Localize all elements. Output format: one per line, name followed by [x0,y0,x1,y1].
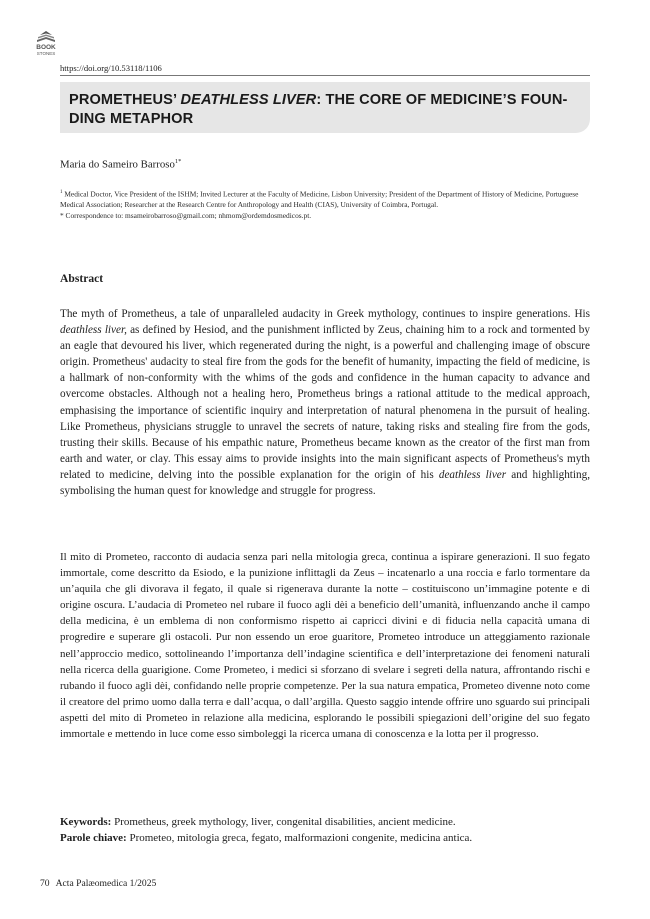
title-part-1: PROMETHEUS’ [69,92,181,108]
doi-link[interactable]: https://doi.org/10.53118/1106 [60,63,162,73]
parole-chiave-label: Parole chiave: [60,832,127,844]
abstract-en-s3: and highlighting, symbolising the human quest for knowledge and struggle for progress. [60,468,591,498]
journal-name: Acta Palæomedica 1/2025 [55,878,157,889]
article-title [69,91,580,129]
title-part-italic: DEATHLESS LIVER [180,92,317,108]
page-footer [40,878,156,889]
publisher-logo [33,30,59,56]
affiliation-text: Medical Doctor, Vice President of the ISHM; Invited Lecturer at the Faculty of Medicine, Lisbon University; President of the Department of History of Medicine, Portuguese Medical Association; Researcher at the Research Centre for Anthropology and Health (CIAS), University of Coimbra, Portugal. [60,189,579,210]
abstract-italian [60,549,590,742]
title-part-3: : THE CORE OF MEDICINE’S FOUN-DING METAPHOR [69,92,568,127]
keywords-value: Prometheus, greek mythology, liver, congenital disabilities, ancient medicine. [111,816,456,828]
abstract-en-italic-1: deathless liver, [60,324,127,337]
header-divider [60,75,590,76]
title-banner [60,82,590,133]
logo-text-stones: STONES [36,51,56,56]
abstract-it-text: Il mito di Prometeo, racconto di audacia senza pari nella mitologia greca, continua a ispirare generazioni. Il suo fegato immortale, come descritto da Esiodo, e la punizione inflittagli da Zeus – incatenarlo a una roccia e farlo tormentare da un’aquila che gli divorava il fegato, il quale si rigenerava durante la notte – costituiscono un’immagine potente e di origine oscura. L’audacia di Prometeo nel rubare il fuoco agli dèi a beneficio dell’umanità, influenzando anche il campo della medicina, è un emblema di non conformismo rispetto ai capricci divini e di fiducia nella capacità umana di progredire e superare gli ostacoli. Pur non essendo un eroe guaritore, Prometeo introduce un atteggiamento razionale nell’approccio medico, sottolineando l’importanza dell’indagine scientifica e dell’interpretazione dei fenomeni naturali nella ricerca della guarigione. Come Prometeo, i medici si sforzano di svelare i segreti della natura, affrontando rischi e rubando il fuoco agli dèi, confidando nelle proprie competenze. Per la sua natura empatica, Prometeo divenne noto come il creatore del primo uomo dalla terra e dall’acqua, o dall’argilla. Questo saggio intende offrire uno sguardo sui principali aspetti del mito di Prometeo in relazione alla medicina, esplorando le possibili spiegazioni dell’origine del suo fegato immortale e mettendo in luce come esso simboleggi la ricerca umana di conoscenza e la lotta per il progresso. [60,551,590,741]
author-line [60,158,181,171]
keywords-block [60,814,600,846]
affiliation-mark: 1 [60,190,63,195]
affiliations [60,187,590,221]
abstract-en-italic-2: deathless liver [438,468,507,481]
parole-chiave-value: Prometeo, mitologia greca, fegato, malformazioni congenite, medicina antica. [126,832,473,844]
author-marks: 1* [174,158,182,165]
keywords-line [60,814,600,830]
book-stack-icon [35,30,57,43]
correspondence: * Correspondence to: msameirobarroso@gmail.com; nhmom@ordemdosmedicos.pt. [60,211,312,221]
abstract-en-s2: as defined by Hesiod, and the punishment inflicted by Zeus, chaining him to a rock and tormented by an eagle that devoured his liver, which regenerated during the night, is a powerful and challenging image of obscure origin. Prometheus' audacity to steal fire from the gods for the benefit of humanity, impacting the field of medicine, is a hallmark of non-conformity with the whims of the gods and confidence in the human capacity to advance and overcome obstacles. Although not a healing hero, Prometheus brings a rational attitude to the medical approach, emphasising the importance of scientific inquiry and interpretation of natural phenomena in the pursuit of healing. Like Prometheus, physicians struggle to unravel the secrets of nature, taking risks and stealing fire from the gods, trusting their skills. Because of his empathic nature, Prometheus became known as the creator of the first man from earth and water, or clay. This essay aims to provide insights into the main significant aspects of Prometheus's myth related to medicine, delving into the possible explanation for the origin of his [60,324,590,481]
abstract-english [60,306,590,499]
affiliation-1 [60,187,590,210]
author-name: Maria do Sameiro Barroso [60,158,175,171]
keywords-label: Keywords: [60,816,112,828]
page-number: 70 [40,878,50,889]
parole-chiave-line [60,830,600,846]
abstract-heading: Abstract [60,272,104,285]
abstract-en-s1: The myth of Prometheus, a tale of unparalleled audacity in Greek mythology, continues to inspire generations. His [60,308,590,320]
logo-text-book: BOOK [36,44,56,51]
